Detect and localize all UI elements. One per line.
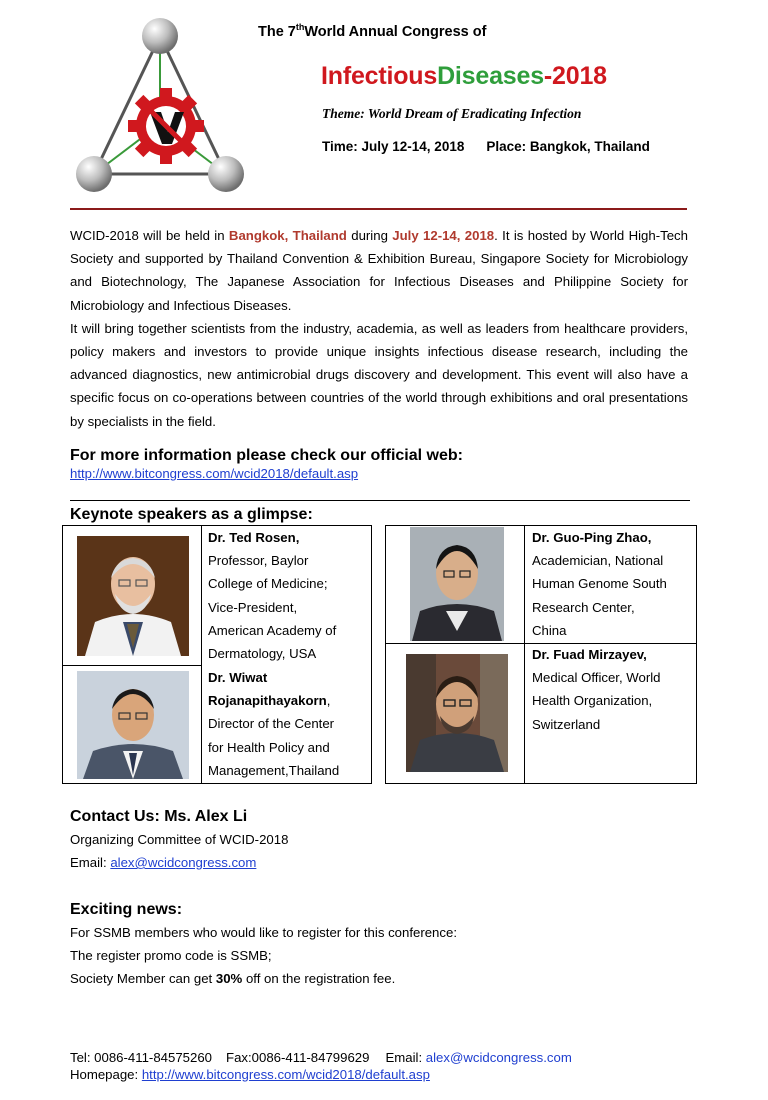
speaker-info-mirzayev: Dr. Fuad Mirzayev, Medical Officer, World Health Organization, Switzerland: [532, 647, 661, 732]
footer-homepage-line: Homepage: http://www.bitcongress.com/wcid2018/default.asp: [70, 1067, 430, 1082]
congress-time: Time: July 12-14, 2018: [322, 139, 465, 154]
speaker-info-wiwat: Dr. Wiwat Rojanapithayakorn, Director of the Center for Health Policy and Management,Thailand: [208, 670, 340, 778]
table-row-divider: [63, 665, 201, 666]
contact-org: Organizing Committee of WCID-2018: [70, 832, 289, 847]
keynote-table-left: [62, 525, 372, 784]
section-divider: [70, 500, 690, 501]
keynote-heading: Keynote speakers as a glimpse:: [70, 506, 313, 523]
news-line-3: Society Member can get 30% off on the registration fee.: [70, 971, 396, 986]
congress-title: InfectiousDiseases-2018: [321, 62, 607, 90]
contact-heading: Contact Us: Ms. Alex Li: [70, 808, 248, 825]
time-place: [322, 139, 650, 154]
congress-heading: The 7thWorld Annual Congress of: [258, 22, 487, 40]
news-line-2: The register promo code is SSMB;: [70, 948, 272, 963]
speaker-info-zhao: Dr. Guo-Ping Zhao, Academician, National Human Genome South Research Center, China: [532, 530, 667, 638]
speaker-photo-zhao: [410, 527, 504, 641]
footer-tel: Tel: 0086-411-84575260: [70, 1050, 213, 1065]
intro-paragraph-1: WCID-2018 will be held in Bangkok, Thailand during July 12-14, 2018. It is hosted by World High-Tech Society and supported by Thailand Convention & Exhibition Bureau, Singapore Society for Microbiology and Biotechnology, The Japanese Association for Infectious Diseases and Philippine Society for Microbiology and Infectious Diseases.: [70, 228, 688, 313]
congress-theme: Theme: World Dream of Eradicating Infection: [322, 106, 582, 121]
keynote-table-right: [385, 525, 697, 784]
intro-paragraph-2: It will bring together scientists from the industry, academia, as well as leaders from healthcare providers, policy makers and investors to provide unique insights infectious disease research, including the advanced diagnostics, new antimicrobial drugs discovery and development. This event will also have a specific focus on co-operations between countries of the world through exhibitions and oral presentations by specialists in the field.: [70, 320, 688, 429]
contact-email-link[interactable]: alex@wcidcongress.com: [110, 855, 257, 870]
footer-homepage-link[interactable]: http://www.bitcongress.com/wcid2018/default.asp: [141, 1067, 430, 1082]
news-line-1: For SSMB members who would like to register for this conference:: [70, 925, 457, 940]
footer-contact-line: Tel: 0086-411-84575260 Fax:0086-411-84799629 Email: alex@wcidcongress.com: [70, 1050, 572, 1065]
contact-email-line: Email: alex@wcidcongress.com: [70, 855, 257, 870]
table-col-divider: [201, 526, 202, 783]
table-col-divider: [524, 526, 525, 783]
speaker-photo-mirzayev: [406, 654, 508, 772]
speaker-photo-rosen: [77, 536, 189, 656]
speaker-photo-wiwat: [77, 671, 189, 779]
intro-text: [70, 224, 688, 433]
speaker-info-rosen: Dr. Ted Rosen, Professor, Baylor College of Medicine; Vice-President, American Academy of Dermatology, USA: [208, 530, 337, 662]
congress-logo: [72, 14, 248, 196]
footer-email-link[interactable]: alex@wcidcongress.com: [425, 1050, 572, 1065]
congress-place: Place: Bangkok, Thailand: [486, 139, 650, 154]
more-info-heading: For more information please check our official web:: [70, 447, 463, 464]
header-divider: [70, 208, 687, 210]
footer-fax: Fax:0086-411-84799629: [226, 1050, 370, 1065]
official-web-link[interactable]: http://www.bitcongress.com/wcid2018/default.asp: [70, 466, 359, 481]
news-heading: Exciting news:: [70, 901, 183, 918]
